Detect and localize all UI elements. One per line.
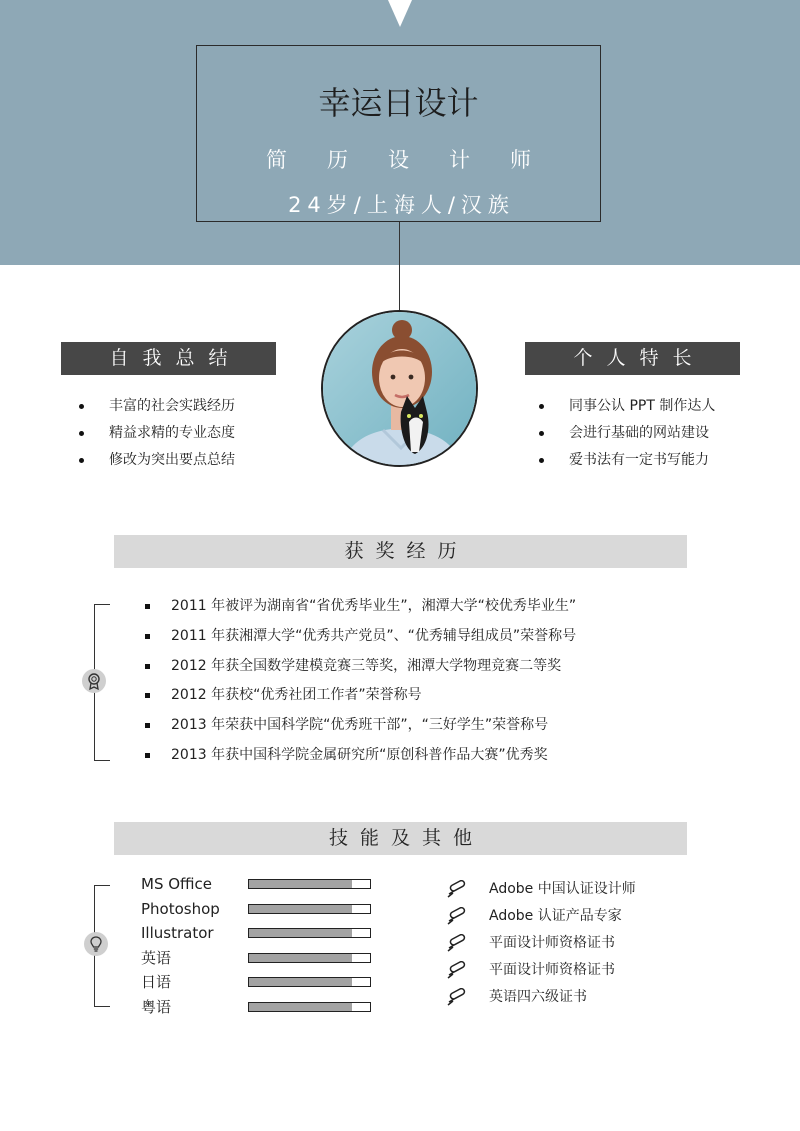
skill-fill xyxy=(249,1003,352,1011)
skill-bar xyxy=(248,904,371,914)
list-item xyxy=(446,930,636,957)
list-item: 会进行基础的网站建设 xyxy=(539,420,715,447)
certificate-text: 平面设计师资格证书 xyxy=(489,935,615,951)
skill-name: Illustrator xyxy=(141,924,214,942)
skill-fill xyxy=(249,978,352,986)
lightbulb-icon xyxy=(84,932,108,956)
list-item: 2011 年被评为湖南省“省优秀毕业生”，湘潭大学“校优秀毕业生” xyxy=(145,592,576,622)
skill-bar xyxy=(248,879,371,889)
certificate-text: 平面设计师资格证书 xyxy=(489,962,615,978)
skill-bar xyxy=(248,1002,371,1012)
list-item xyxy=(446,876,636,903)
skill-fill xyxy=(249,929,352,937)
skill-fill xyxy=(249,905,352,913)
avatar-photo xyxy=(323,312,478,467)
certificate-text: Adobe 认证产品专家 xyxy=(489,908,622,924)
summary-list xyxy=(79,393,235,474)
list-item xyxy=(446,903,636,930)
skill-row xyxy=(141,897,381,921)
skill-fill xyxy=(249,954,352,962)
skill-row xyxy=(141,970,381,994)
list-item: 2012 年获校“优秀社团工作者”荣誉称号 xyxy=(145,681,576,711)
diploma-icon xyxy=(446,934,468,952)
skill-fill xyxy=(249,880,352,888)
diploma-icon xyxy=(446,880,468,898)
list-item: 2013 年获中国科学院金属研究所“原创科普作品大赛”优秀奖 xyxy=(145,741,576,771)
summary-label: 自我总结 xyxy=(61,342,276,375)
skill-bar xyxy=(248,953,371,963)
awards-heading: 获奖经历 xyxy=(114,535,687,568)
strengths-list xyxy=(539,393,715,474)
list-item: 2012 年获全国数学建模竞赛三等奖，湘潭大学物理竞赛二等奖 xyxy=(145,652,576,682)
award-icon xyxy=(82,669,106,693)
skill-row xyxy=(141,872,381,896)
diploma-icon xyxy=(446,988,468,1006)
skill-name: 日语 xyxy=(141,973,172,991)
name-box xyxy=(196,45,601,222)
skill-name: 粤语 xyxy=(141,997,172,1016)
resume-name: 幸运日设计 xyxy=(318,84,479,122)
skill-name: Photoshop xyxy=(141,899,220,918)
skill-name: MS Office xyxy=(141,875,213,893)
list-item xyxy=(446,957,636,984)
list-item: 爱书法有一定书写能力 xyxy=(539,447,715,474)
list-item xyxy=(446,984,636,1011)
skill-row xyxy=(141,921,381,945)
diploma-icon xyxy=(446,961,468,979)
list-item: 精益求精的专业态度 xyxy=(79,420,235,447)
list-item: 2011 年获湘潭大学“优秀共产党员”、“优秀辅导组成员”荣誉称号 xyxy=(145,622,576,652)
awards-list xyxy=(145,592,576,771)
diploma-icon xyxy=(446,907,468,925)
skill-row xyxy=(141,995,381,1019)
personal-info: 24岁/上海人/汉族 xyxy=(288,193,515,217)
certificate-text: 英语四六级证书 xyxy=(489,989,587,1005)
certificate-text: Adobe 中国认证设计师 xyxy=(489,881,636,897)
certificates-list xyxy=(446,876,636,1011)
list-item: 修改为突出要点总结 xyxy=(79,447,235,474)
list-item: 同事公认 PPT 制作达人 xyxy=(539,393,715,420)
job-title: 简历设计师 xyxy=(266,148,571,172)
connector-line xyxy=(399,222,400,310)
strengths-label: 个人特长 xyxy=(525,342,740,375)
skills-heading: 技能及其他 xyxy=(114,822,687,855)
list-item: 丰富的社会实践经历 xyxy=(79,393,235,420)
top-notch xyxy=(388,0,412,27)
skill-name: 英语 xyxy=(141,948,172,967)
avatar xyxy=(321,310,478,467)
list-item: 2013 年荣获中国科学院“优秀班干部”，“三好学生”荣誉称号 xyxy=(145,711,576,741)
skill-bar xyxy=(248,977,371,987)
skill-row xyxy=(141,946,381,970)
skill-bar xyxy=(248,928,371,938)
